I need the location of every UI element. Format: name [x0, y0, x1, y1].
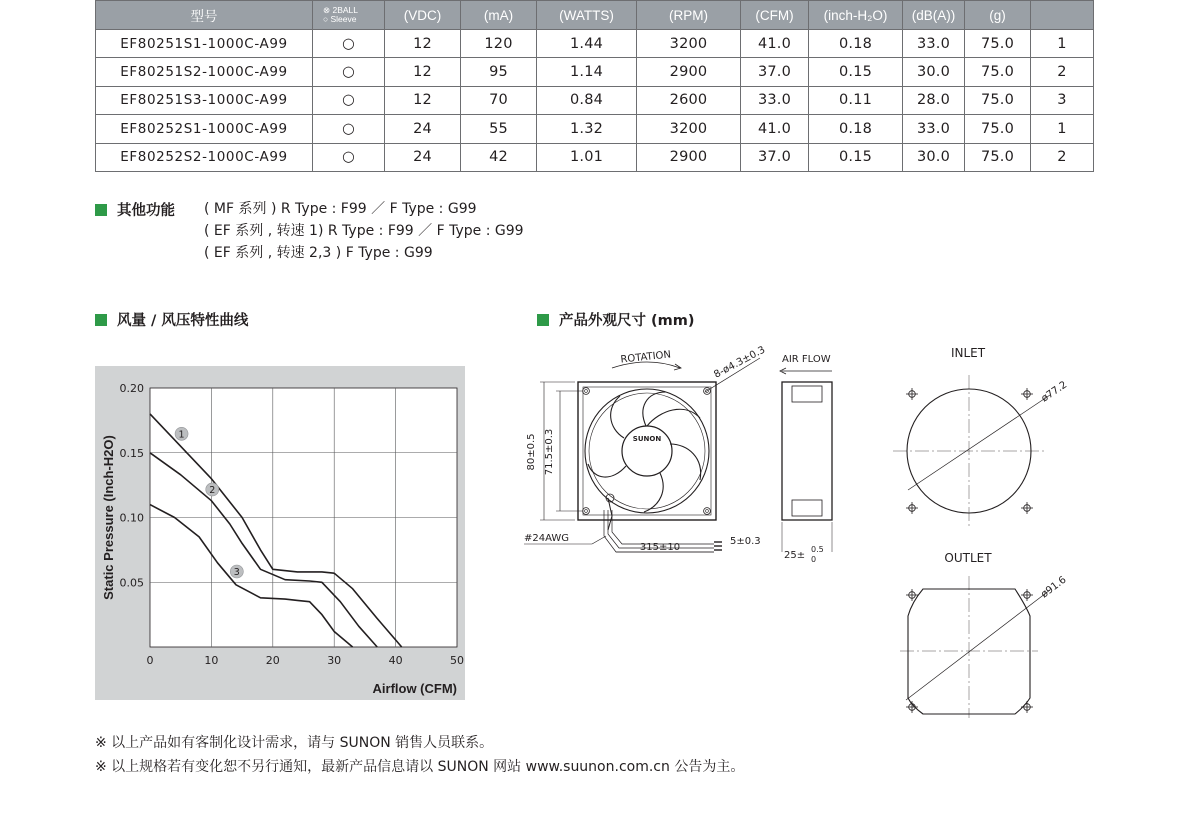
- table-row: [96, 86, 1094, 114]
- cell-rpm: 2600: [637, 86, 741, 114]
- depth-label: 25±: [784, 550, 806, 561]
- x-tick-label: 50: [450, 654, 464, 667]
- header-watts: (WATTS): [537, 1, 637, 30]
- cell-watts: 1.01: [537, 143, 637, 171]
- cell-cfm: 37.0: [741, 58, 809, 86]
- function-line: ( MF 系列 ) R Type : F99 ／ F Type : G99: [204, 201, 477, 217]
- spec-table: [95, 0, 1094, 172]
- inlet-dia-label: ø77.2: [1039, 379, 1070, 405]
- section-bullet-icon: [95, 204, 107, 216]
- cell-cfm: 41.0: [741, 30, 809, 58]
- table-header-row: [96, 1, 1094, 30]
- cell-model: EF80252S1-1000C-A99: [96, 115, 313, 143]
- cell-rpm: 2900: [637, 143, 741, 171]
- hole-spec-label: 8-ø4.3±0.3: [712, 344, 768, 381]
- cell-model: EF80251S3-1000C-A99: [96, 86, 313, 114]
- header-cfm: (CFM): [741, 1, 809, 30]
- header-weight: (g): [965, 1, 1031, 30]
- cell-model: EF80251S2-1000C-A99: [96, 58, 313, 86]
- y-tick-label: 0.05: [119, 576, 144, 590]
- functions-title: 其他功能: [117, 203, 175, 219]
- cell-cfm: 41.0: [741, 115, 809, 143]
- cell-curve: 3: [1031, 86, 1094, 114]
- cell-g: 75.0: [965, 58, 1031, 86]
- cell-ma: 42: [461, 143, 537, 171]
- cell-model: EF80251S1-1000C-A99: [96, 30, 313, 58]
- dimension-section-title: 产品外观尺寸 (mm): [559, 313, 695, 329]
- cell-rpm: 2900: [637, 58, 741, 86]
- cell-watts: 1.32: [537, 115, 637, 143]
- outlet-label: OUTLET: [944, 551, 992, 565]
- header-model: 型号: [96, 1, 313, 30]
- header-dba: (dB(A)): [903, 1, 965, 30]
- cell-vdc: 12: [385, 58, 461, 86]
- cell-pressure: 0.15: [809, 143, 903, 171]
- cell-curve: 2: [1031, 58, 1094, 86]
- function-line: ( EF 系列 , 转速 2,3 ) F Type : G99: [204, 245, 433, 261]
- cell-ma: 70: [461, 86, 537, 114]
- header-curve: [1031, 1, 1094, 30]
- cell-dba: 33.0: [903, 115, 965, 143]
- x-axis-label: Airflow (CFM): [372, 681, 457, 696]
- series-label-3: 3: [233, 567, 240, 579]
- cell-watts: 1.14: [537, 58, 637, 86]
- header-vdc: (VDC): [385, 1, 461, 30]
- cell-rpm: 3200: [637, 115, 741, 143]
- cell-g: 75.0: [965, 143, 1031, 171]
- cell-ma: 55: [461, 115, 537, 143]
- cell-bearing: ○: [313, 143, 385, 171]
- inlet-label: INLET: [950, 346, 986, 360]
- header-pressure: (inch-H₂O): [809, 1, 903, 30]
- cell-curve: 1: [1031, 30, 1094, 58]
- airflow-label: AIR FLOW: [782, 354, 831, 365]
- wire-gauge-label: #24AWG: [524, 533, 570, 544]
- cell-cfm: 37.0: [741, 143, 809, 171]
- dimension-drawing: [520, 340, 1080, 720]
- depth-tol-lower: 0: [811, 555, 817, 564]
- y-tick-label: 0.15: [119, 446, 144, 460]
- functions-heading: [95, 199, 175, 220]
- y-tick-label: 0.10: [119, 511, 144, 525]
- height-outer-label: 80±0.5: [526, 433, 537, 471]
- header-bearing: [313, 1, 385, 30]
- header-ma: (mA): [461, 1, 537, 30]
- x-tick-label: 0: [146, 654, 154, 667]
- fan-side-view: [780, 354, 832, 552]
- footnote: ※ 以上产品如有客制化设计需求，请与 SUNON 销售人员联系。: [95, 735, 494, 751]
- inlet-view: [893, 375, 1050, 527]
- function-line: ( EF 系列 , 转速 1) R Type : F99 ／ F Type : G99: [204, 223, 524, 239]
- x-tick-label: 40: [388, 654, 403, 667]
- cell-dba: 33.0: [903, 30, 965, 58]
- rotation-label: ROTATION: [619, 349, 672, 366]
- cell-pressure: 0.18: [809, 115, 903, 143]
- height-inner-label: 71.5±0.3: [544, 428, 555, 476]
- section-bullet-icon: [95, 314, 107, 326]
- cell-ma: 120: [461, 30, 537, 58]
- x-tick-label: 10: [204, 654, 219, 667]
- cell-g: 75.0: [965, 86, 1031, 114]
- header-rpm: (RPM): [637, 1, 741, 30]
- pq-chart: [95, 366, 465, 700]
- bearing-sleeve-label: ○ Sleeve: [323, 14, 357, 24]
- cell-dba: 30.0: [903, 143, 965, 171]
- y-axis-label: Static Pressure (Inch-H2O): [101, 435, 116, 600]
- table-row: [96, 115, 1094, 143]
- cell-model: EF80252S2-1000C-A99: [96, 143, 313, 171]
- y-tick-label: 0.20: [119, 382, 144, 395]
- table-row: [96, 143, 1094, 171]
- cell-pressure: 0.11: [809, 86, 903, 114]
- table-row: [96, 58, 1094, 86]
- section-bullet-icon: [537, 314, 549, 326]
- pq-chart-svg: [95, 366, 465, 700]
- cell-rpm: 3200: [637, 30, 741, 58]
- brand-label: SUNON: [632, 435, 662, 443]
- cell-bearing: ○: [313, 86, 385, 114]
- cell-watts: 0.84: [537, 86, 637, 114]
- x-tick-label: 30: [327, 654, 342, 667]
- strip-length-label: 5±0.3: [730, 536, 761, 547]
- lead-length-label: 315±10: [639, 542, 681, 553]
- chart-section-title: 风量 / 风压特性曲线: [117, 313, 249, 329]
- table-row: [96, 30, 1094, 58]
- outlet-view: [900, 576, 1050, 718]
- cell-curve: 1: [1031, 115, 1094, 143]
- cell-vdc: 24: [385, 143, 461, 171]
- bearing-ball-label: ⊗ 2BALL: [323, 5, 359, 15]
- cell-pressure: 0.15: [809, 58, 903, 86]
- series-label-2: 2: [209, 484, 216, 496]
- depth-tol-upper: 0.5: [811, 545, 824, 554]
- cell-g: 75.0: [965, 30, 1031, 58]
- cell-g: 75.0: [965, 115, 1031, 143]
- cell-vdc: 12: [385, 30, 461, 58]
- cell-bearing: ○: [313, 115, 385, 143]
- cell-cfm: 33.0: [741, 86, 809, 114]
- cell-bearing: ○: [313, 30, 385, 58]
- cell-vdc: 12: [385, 86, 461, 114]
- footnote: ※ 以上规格若有变化恕不另行通知，最新产品信息请以 SUNON 网站 www.suunon.com.cn 公告为主。: [95, 759, 745, 775]
- series-label-1: 1: [178, 429, 185, 441]
- cell-curve: 2: [1031, 143, 1094, 171]
- cell-dba: 30.0: [903, 58, 965, 86]
- cell-ma: 95: [461, 58, 537, 86]
- dimension-heading: [537, 309, 695, 330]
- chart-heading: [95, 309, 248, 330]
- cell-watts: 1.44: [537, 30, 637, 58]
- cell-dba: 28.0: [903, 86, 965, 114]
- x-tick-label: 20: [265, 654, 280, 667]
- cell-bearing: ○: [313, 58, 385, 86]
- outlet-dia-label: ø91.6: [1039, 574, 1069, 601]
- footnotes: [95, 731, 744, 779]
- fan-front-view: [578, 382, 716, 530]
- functions-list: [204, 198, 524, 264]
- cell-vdc: 24: [385, 115, 461, 143]
- cell-pressure: 0.18: [809, 30, 903, 58]
